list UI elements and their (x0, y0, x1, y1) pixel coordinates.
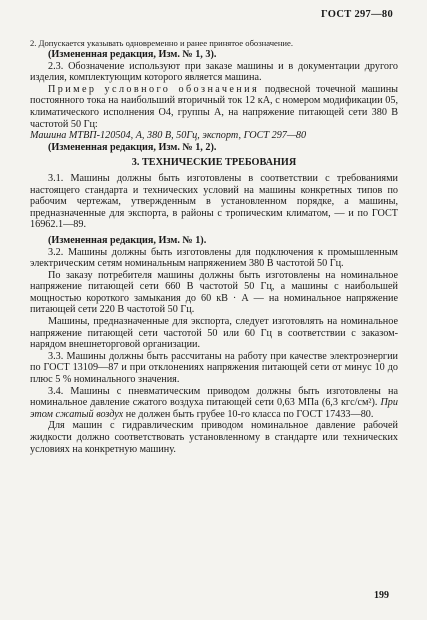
paragraph-3-2-b: По заказу потребителя машины должны быть изготовлены на номинальное напряжение питающей сети 660 В частотой 50 Гц, а машины с наибольшей мощностью короткого замыкания до 60 кВ · А — на номинальное напряжение питающей сети 220 В частотой 50 Гц. (30, 269, 398, 316)
paragraph-3-4-b: Для машин с гидравлическим приводом номинальное давление рабочей жидкости должно соответствовать установленному в стандарте или технических условиях на конкретную машину. (30, 420, 398, 455)
paragraph-3-1: 3.1. Машины должны быть изготовлены в соответствии с требованиями настоящего стандарта и технических условий на машины конкретных типов по рабочим чертежам, утвержденным в установленном порядке, а машины, предназначенные для экспорта, в районы с тропическим климатом, — и по ГОСТ 16962.1—89. (30, 172, 398, 231)
paragraph-3-2: 3.2. Машины должны быть изготовлены для подключения к промышленным электрическим сетям номинальным напряжением 380 В частотой 50 Гц. (30, 246, 398, 270)
example-designation: Машина МТВП-120504, А, 380 В, 50Гц, экспорт, ГОСТ 297—80 (30, 130, 307, 142)
section-title: 3. ТЕХНИЧЕСКИЕ ТРЕБОВАНИЯ (131, 157, 297, 169)
paragraph-3-2-c: Машины, предназначенные для экспорта, следует изготовлять на номинальное напряжение питающей сети частотой 50 или 60 Гц в соответствии с заказом-нарядом внешнеторговой организации. (30, 316, 398, 351)
p34-italic: При этом сжатый воздух (30, 397, 398, 420)
paragraph-2-3: 2.3. Обозначение используют при заказе машины и в документации другого изделия, комплектующим которого является машина. (30, 60, 398, 84)
revision-note-2: (Измененная редакция, Изм. № 1, 2). (48, 141, 217, 153)
example-text: подвесной точечной машины постоянного тока на наибольший вторичный ток 12 кА, с номером модификации 05, климатического исполнения О4, группы А, на напряжение питающей сети 380 В частотой 50 Гц: (30, 83, 398, 130)
paragraph-3-3: 3.3. Машины должны быть рассчитаны на работу при качестве электроэнергии по ГОСТ 13109—87 и при отклонениях напряжения питающей сети от минус 10 до плюс 5 % номинального значения. (30, 350, 398, 386)
page-body (30, 38, 398, 455)
page-number: 199 (374, 590, 389, 601)
revision-note-3: (Измененная редакция, Изм. № 1). (48, 234, 207, 246)
p34-main: 3.4. Машины с пневматическим приводом должны быть изготовлены на номинальное давление сжатого воздуха питающей сети 0,63 МПа (6,3 кгс/см²). (30, 385, 398, 409)
note-2: 2. Допускается указывать одновременно и ранее принятое обозначение. (30, 38, 293, 48)
p34-end: не должен быть грубее 10-го класса по ГОСТ 17433—80. (123, 408, 374, 420)
example-paragraph (30, 84, 398, 130)
revision-note-1: (Измененная редакция, Изм. № 1, 3). (48, 49, 217, 60)
running-header: ГОСТ 297—80 (321, 9, 393, 20)
example-lead: Пример условного обозначения (48, 83, 260, 95)
paragraph-3-4 (30, 386, 398, 421)
